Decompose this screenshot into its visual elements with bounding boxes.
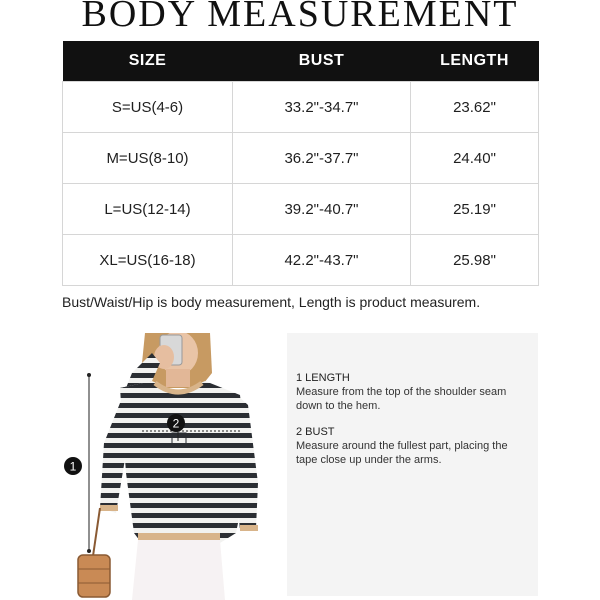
- header-size: SIZE: [63, 41, 233, 82]
- size-cell: M=US(8-10): [63, 133, 233, 184]
- size-chart-table: [62, 41, 539, 286]
- length-cell: 23.62": [411, 82, 539, 133]
- table-row: [63, 82, 539, 133]
- table-header-row: [63, 41, 539, 82]
- size-cell: S=US(4-6): [63, 82, 233, 133]
- bust-instruction-title: 2 BUST: [296, 426, 335, 438]
- length-cell: 25.19": [411, 184, 539, 235]
- bust-cell: 33.2"-34.7": [233, 82, 411, 133]
- length-instruction: [296, 371, 526, 413]
- size-cell: L=US(12-14): [63, 184, 233, 235]
- header-length: LENGTH: [411, 41, 539, 82]
- size-cell: XL=US(16-18): [63, 235, 233, 286]
- bust-cell: 39.2"-40.7": [233, 184, 411, 235]
- page-title: BODY MEASUREMENT: [81, 0, 519, 35]
- table-row: [63, 133, 539, 184]
- bust-marker-label: 2: [172, 416, 180, 431]
- header-bust: BUST: [233, 41, 411, 82]
- length-instruction-text: Measure from the top of the shoulder seam down to the hem.: [296, 386, 507, 412]
- model-illustration: [60, 333, 260, 600]
- length-cell: 24.40": [411, 133, 539, 184]
- bust-cell: 36.2"-37.7": [233, 133, 411, 184]
- table-row: [63, 235, 539, 286]
- bust-instruction: [296, 425, 526, 467]
- bust-instruction-text: Measure around the fullest part, placing the tape close up under the arms.: [296, 440, 508, 466]
- length-cell: 25.98": [411, 235, 539, 286]
- length-marker-label: 1: [69, 459, 77, 474]
- instructions-panel: [287, 333, 538, 596]
- product-photo: [60, 333, 260, 600]
- table-row: [63, 184, 539, 235]
- length-marker: [64, 457, 82, 475]
- measurement-note: Bust/Waist/Hip is body measurement, Length is product measurem.: [62, 294, 481, 310]
- bust-cell: 42.2"-43.7": [233, 235, 411, 286]
- length-instruction-title: 1 LENGTH: [296, 372, 350, 384]
- bust-marker: [167, 414, 185, 432]
